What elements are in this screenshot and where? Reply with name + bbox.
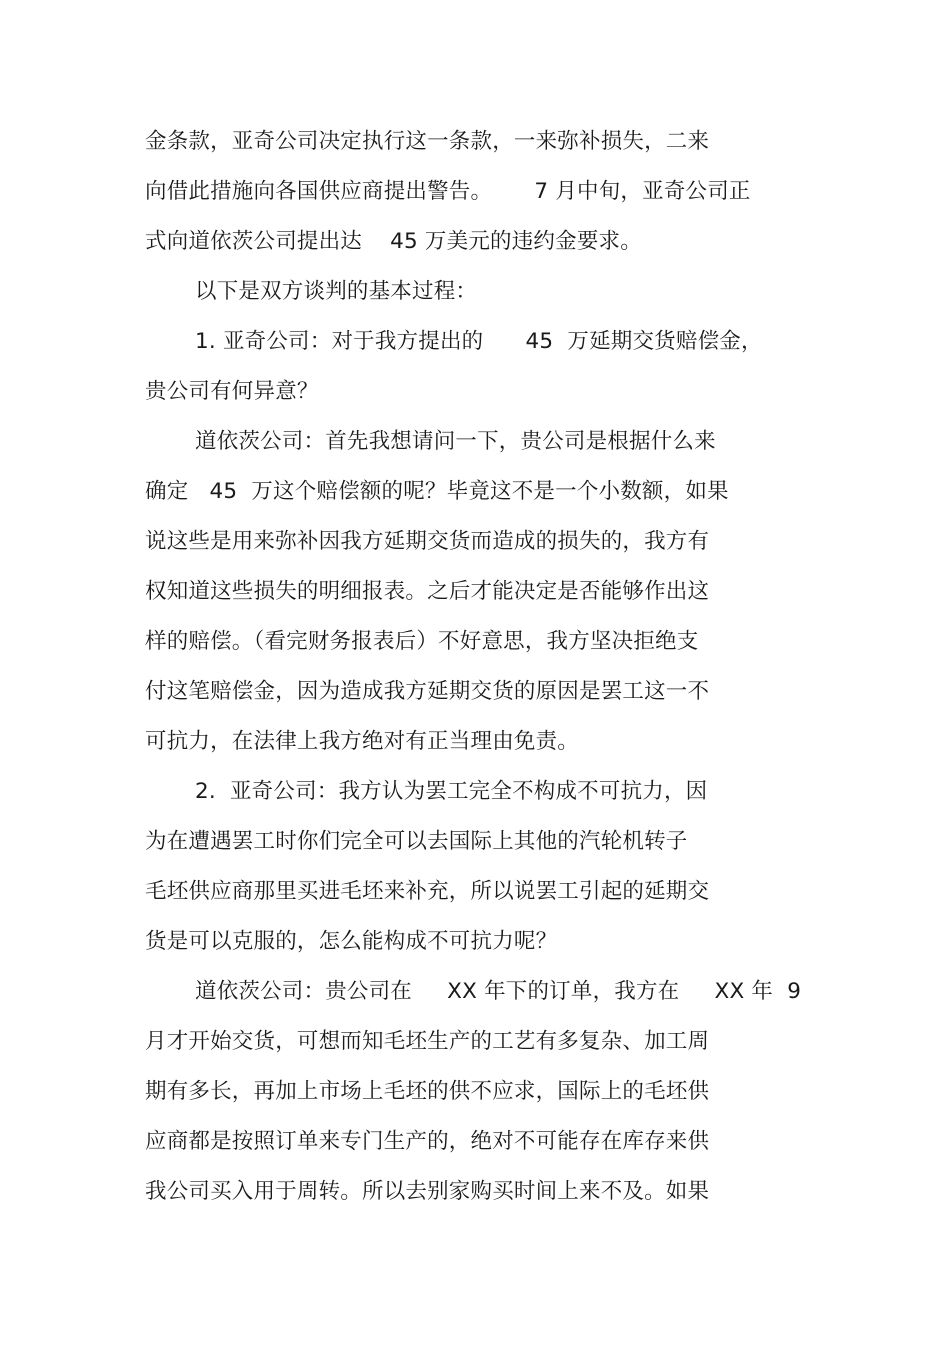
text-line-14: 2. 亚奇公司：我方认为罢工完全不构成不可抗力，因 — [195, 779, 708, 804]
text-line-16: 毛坯供应商那里买进毛坯来补充，所以说罢工引起的延期交 — [145, 879, 710, 904]
text-line-12: 付这笔赔偿金，因为造成我方延期交货的原因是罢工这一不 — [145, 679, 710, 704]
text-line-22: 我公司买入用于周转。所以去别家购买时间上来不及。如果 — [145, 1179, 710, 1204]
text-line-4: 以下是双方谈判的基本过程： — [195, 279, 478, 304]
text-line-17: 货是可以克服的，怎么能构成不可抗力呢？ — [145, 929, 558, 954]
text-line-10: 权知道这些损失的明细报表。之后才能决定是否能够作出这 — [145, 579, 710, 604]
text-line-18: 道依茨公司：贵公司在 XX 年下的订单，我方在 XX 年 9 — [195, 979, 802, 1004]
text-line-2: 向借此措施向各国供应商提出警告。 7 月中旬，亚奇公司正 — [145, 179, 751, 204]
text-line-13: 可抗力，在法律上我方绝对有正当理由免责。 — [145, 729, 580, 754]
text-line-7: 道依茨公司：首先我想请问一下，贵公司是根据什么来 — [195, 429, 716, 454]
text-line-9: 说这些是用来弥补因我方延期交货而造成的损失的，我方有 — [145, 529, 710, 554]
text-line-8: 确定 45 万这个赔偿额的呢？毕竟这不是一个小数额，如果 — [145, 479, 729, 504]
text-line-1: 金条款，亚奇公司决定执行这一条款，一来弥补损失，二来 — [145, 129, 710, 154]
text-line-11: 样的赔偿。（看完财务报表后）不好意思，我方坚决拒绝支 — [145, 629, 699, 654]
text-line-19: 月才开始交货，可想而知毛坯生产的工艺有多复杂、加工周 — [145, 1029, 710, 1054]
text-line-3: 式向道依茨公司提出达 45 万美元的违约金要求。 — [145, 229, 642, 254]
text-line-6: 贵公司有何异意？ — [145, 379, 319, 404]
text-line-15: 为在遭遇罢工时你们完全可以去国际上其他的汽轮机转子 — [145, 829, 688, 854]
text-line-21: 应商都是按照订单来专门生产的，绝对不可能存在库存来供 — [145, 1129, 710, 1154]
text-line-5: 1. 亚奇公司：对于我方提出的 45 万延期交货赔偿金， — [195, 329, 763, 354]
text-line-20: 期有多长，再加上市场上毛坯的供不应求，国际上的毛坯供 — [145, 1079, 710, 1104]
